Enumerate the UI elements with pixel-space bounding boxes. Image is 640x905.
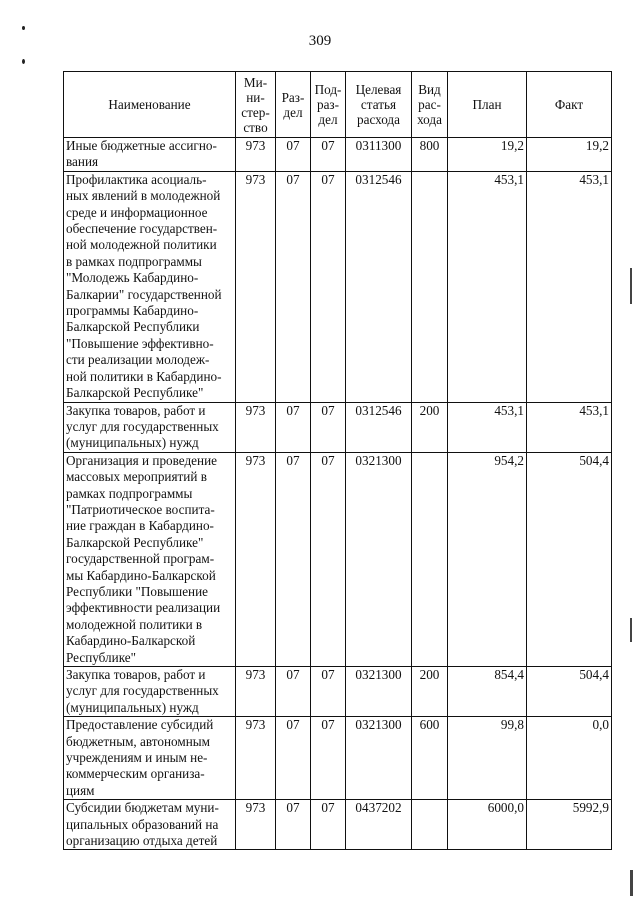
cell-fact: 504,4 — [527, 667, 612, 717]
cell-ministry: 973 — [236, 138, 276, 172]
table-row — [64, 800, 612, 850]
cell-ministry: 973 — [236, 717, 276, 800]
cell-section: 07 — [276, 138, 311, 172]
cell-fact: 504,4 — [527, 452, 612, 666]
cell-target: 0312546 — [346, 402, 412, 452]
table-row — [64, 138, 612, 172]
cell-plan: 453,1 — [448, 171, 527, 402]
cell-plan: 6000,0 — [448, 800, 527, 850]
table-row — [64, 667, 612, 717]
cell-plan: 19,2 — [448, 138, 527, 172]
header-subsection: Под- раз- дел — [311, 72, 346, 138]
scan-edge-mark — [630, 870, 633, 896]
cell-name: Иные бюджетные ассигно- вания — [64, 138, 236, 172]
cell-section: 07 — [276, 402, 311, 452]
cell-name: Профилактика асоциаль- ных явлений в молодежной среде и информационное обеспечение государствен- ной молодежной политики в рамках подпрограммы "Молодежь Кабардино- Балкарии" государственной программы Кабардино- Балкарской Республики "Повышение эффективно- сти реализации молодеж- ной политики в Кабардино- Балкарской Республике" — [64, 171, 236, 402]
cell-fact: 5992,9 — [527, 800, 612, 850]
cell-plan: 453,1 — [448, 402, 527, 452]
cell-target: 0437202 — [346, 800, 412, 850]
cell-ministry: 973 — [236, 402, 276, 452]
cell-ministry: 973 — [236, 452, 276, 666]
cell-fact: 0,0 — [527, 717, 612, 800]
cell-ministry: 973 — [236, 667, 276, 717]
page-number: 309 — [308, 33, 332, 49]
cell-kind: 200 — [412, 667, 448, 717]
cell-name: Закупка товаров, работ и услуг для государственных (муниципальных) нужд — [64, 402, 236, 452]
cell-name: Закупка товаров, работ и услуг для государственных (муниципальных) нужд — [64, 667, 236, 717]
cell-target: 0321300 — [346, 717, 412, 800]
header-section: Раз- дел — [276, 72, 311, 138]
cell-subsection: 07 — [311, 171, 346, 402]
cell-fact: 453,1 — [527, 402, 612, 452]
table-row — [64, 452, 612, 666]
header-ministry: Ми- ни- стер- ство — [236, 72, 276, 138]
cell-section: 07 — [276, 452, 311, 666]
header-name: Наименование — [64, 72, 236, 138]
cell-kind — [412, 452, 448, 666]
cell-section: 07 — [276, 171, 311, 402]
header-kind: Вид рас- хода — [412, 72, 448, 138]
cell-subsection: 07 — [311, 667, 346, 717]
cell-plan: 954,2 — [448, 452, 527, 666]
scan-speck — [22, 26, 25, 30]
cell-kind: 600 — [412, 717, 448, 800]
cell-kind: 200 — [412, 402, 448, 452]
cell-ministry: 973 — [236, 171, 276, 402]
cell-name: Предоставление субсидий бюджетным, автономным учреждениям и иным не- коммерческим организа- циям — [64, 717, 236, 800]
cell-fact: 453,1 — [527, 171, 612, 402]
cell-subsection: 07 — [311, 138, 346, 172]
cell-section: 07 — [276, 800, 311, 850]
header-target: Целевая статья расхода — [346, 72, 412, 138]
table-row — [64, 717, 612, 800]
scan-edge-mark — [630, 268, 632, 304]
header-fact: Факт — [527, 72, 612, 138]
cell-name: Субсидии бюджетам муни- ципальных образований на организацию отдыха детей — [64, 800, 236, 850]
cell-section: 07 — [276, 667, 311, 717]
header-plan: План — [448, 72, 527, 138]
cell-subsection: 07 — [311, 452, 346, 666]
cell-ministry: 973 — [236, 800, 276, 850]
cell-plan: 854,4 — [448, 667, 527, 717]
table-row — [64, 402, 612, 452]
cell-section: 07 — [276, 717, 311, 800]
cell-kind — [412, 171, 448, 402]
cell-target: 0311300 — [346, 138, 412, 172]
cell-subsection: 07 — [311, 800, 346, 850]
cell-target: 0321300 — [346, 452, 412, 666]
table-row — [64, 171, 612, 402]
cell-fact: 19,2 — [527, 138, 612, 172]
cell-target: 0312546 — [346, 171, 412, 402]
cell-subsection: 07 — [311, 402, 346, 452]
cell-plan: 99,8 — [448, 717, 527, 800]
budget-table — [63, 71, 612, 850]
cell-name: Организация и проведение массовых мероприятий в рамках подпрограммы "Патриотическое воспита- ние граждан в Кабардино- Балкарской Республике" государственной програм- мы Кабардино-Балкарской Республики "Повышение эффективности реализации молодежной политики в Кабардино-Балкарской Республике" — [64, 452, 236, 666]
table-header-row — [64, 72, 612, 138]
cell-target: 0321300 — [346, 667, 412, 717]
cell-kind — [412, 800, 448, 850]
cell-kind: 800 — [412, 138, 448, 172]
cell-subsection: 07 — [311, 717, 346, 800]
scan-speck — [22, 59, 25, 64]
scan-edge-mark — [630, 618, 632, 642]
